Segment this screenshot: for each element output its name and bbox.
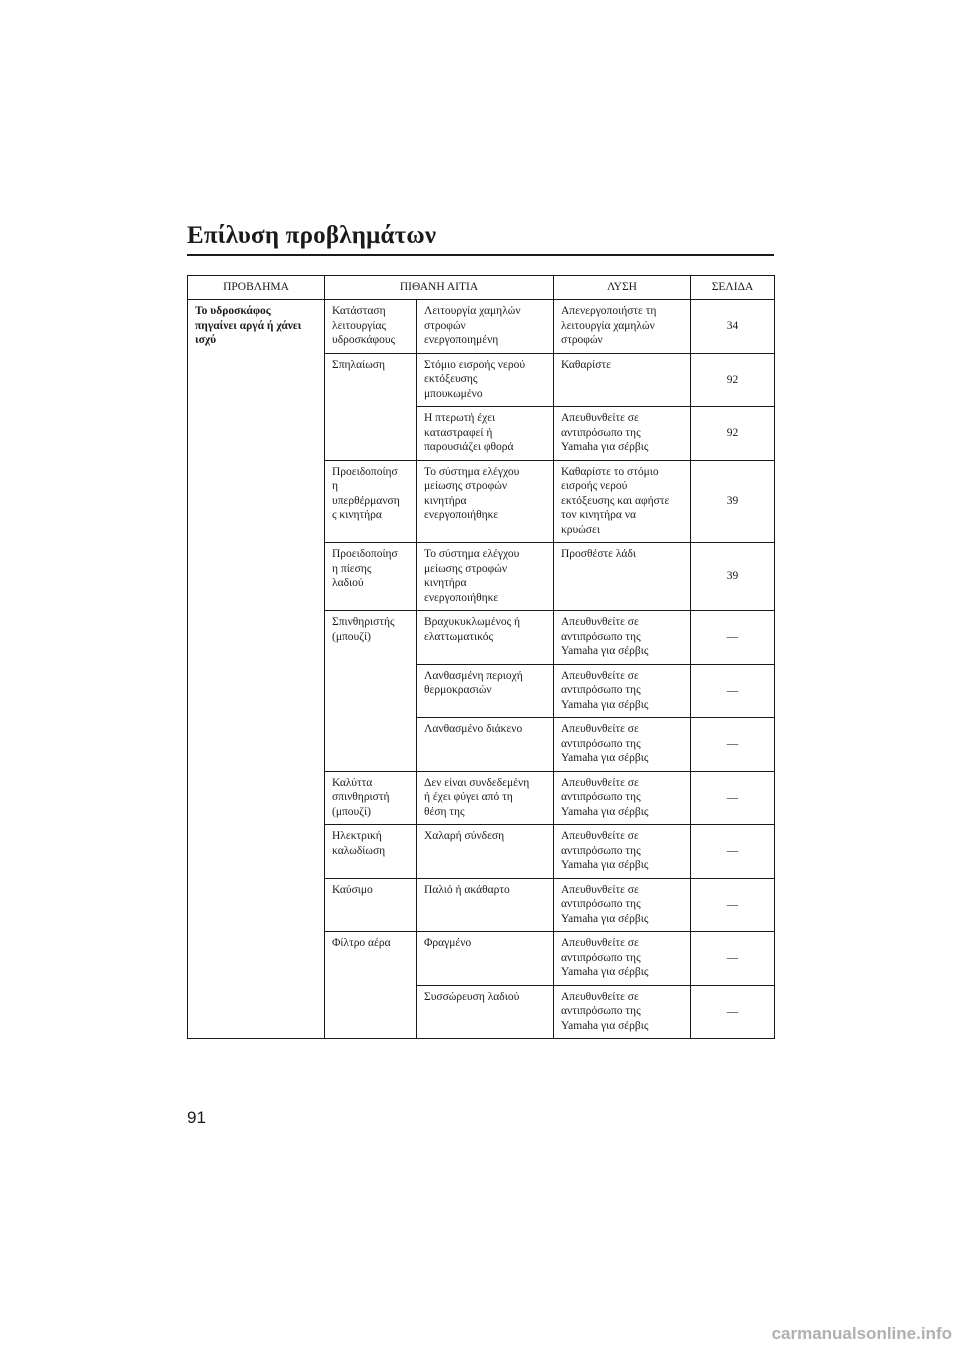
cause-cell: Σπηλαίωση (325, 353, 417, 460)
troubleshooting-table (187, 275, 775, 1039)
cause-cell: Προειδοποίησ η υπερθέρμανση ς κινητήρα (325, 460, 417, 543)
detail-cell: Στόμιο εισροής νερού εκτόξευσης μπουκωμένο (417, 353, 554, 407)
page-title: Επίλυση προβλημάτων (187, 222, 437, 249)
header-problem: ΠΡΟΒΛΗΜΑ (188, 276, 325, 300)
detail-cell: Λανθασμένο διάκενο (417, 718, 554, 772)
solution-cell: Καθαρίστε το στόμιο εισροής νερού εκτόξευσης και αφήστε τον κινητήρα να κρυώσει (554, 460, 691, 543)
page-cell: — (691, 771, 775, 825)
cause-cell: Καλύττα σπινθηριστή (μπουζί) (325, 771, 417, 825)
page-cell: 39 (691, 460, 775, 543)
title-underline (187, 254, 774, 256)
page-number: 91 (187, 1108, 206, 1127)
page-cell: 92 (691, 407, 775, 461)
detail-cell: Η πτερωτή έχει καταστραφεί ή παρουσιάζει φθορά (417, 407, 554, 461)
cause-cell: Καύσιμο (325, 878, 417, 932)
solution-cell: Απευθυνθείτε σε αντιπρόσωπο της Yamaha για σέρβις (554, 718, 691, 772)
watermark: carmanualsonline.info (771, 1324, 952, 1343)
detail-cell: Συσσώρευση λαδιού (417, 985, 554, 1039)
page-cell: — (691, 611, 775, 665)
solution-cell: Καθαρίστε (554, 353, 691, 407)
cause-cell: Κατάσταση λειτουργίας υδροσκάφους (325, 300, 417, 354)
header-solution: ΛΥΣΗ (554, 276, 691, 300)
detail-cell: Παλιό ή ακάθαρτο (417, 878, 554, 932)
detail-cell: Το σύστημα ελέγχου μείωσης στροφών κινητήρα ενεργοποιήθηκε (417, 543, 554, 611)
detail-cell: Λειτουργία χαμηλών στροφών ενεργοποιημένη (417, 300, 554, 354)
solution-cell: Απευθυνθείτε σε αντιπρόσωπο της Yamaha για σέρβις (554, 664, 691, 718)
page-cell: 92 (691, 353, 775, 407)
cause-cell: Ηλεκτρική καλωδίωση (325, 825, 417, 879)
detail-cell: Το σύστημα ελέγχου μείωσης στροφών κινητήρα ενεργοποιήθηκε (417, 460, 554, 543)
solution-cell: Απευθυνθείτε σε αντιπρόσωπο της Yamaha για σέρβις (554, 611, 691, 665)
page-cell: 39 (691, 543, 775, 611)
cause-cell: Σπινθηριστής (μπουζί) (325, 611, 417, 772)
table-row (188, 300, 775, 354)
table-header-row (188, 276, 775, 300)
page-cell: 34 (691, 300, 775, 354)
page-cell: — (691, 718, 775, 772)
page-cell: — (691, 825, 775, 879)
detail-cell: Χαλαρή σύνδεση (417, 825, 554, 879)
solution-cell: Απευθυνθείτε σε αντιπρόσωπο της Yamaha για σέρβις (554, 878, 691, 932)
page-cell: — (691, 878, 775, 932)
solution-cell: Απενεργοποιήστε τη λειτουργία χαμηλών στροφών (554, 300, 691, 354)
solution-cell: Απευθυνθείτε σε αντιπρόσωπο της Yamaha για σέρβις (554, 407, 691, 461)
page-cell: — (691, 664, 775, 718)
page-cell: — (691, 985, 775, 1039)
solution-cell: Απευθυνθείτε σε αντιπρόσωπο της Yamaha για σέρβις (554, 771, 691, 825)
problem-cell (188, 300, 325, 1039)
problem-text: Το υδροσκάφος πηγαίνει αργά ή χάνει ισχύ (195, 305, 302, 346)
page-cell: — (691, 932, 775, 986)
header-page: ΣΕΛΙΔΑ (691, 276, 775, 300)
detail-cell: Λανθασμένη περιοχή θερμοκρασιών (417, 664, 554, 718)
detail-cell: Φραγμένο (417, 932, 554, 986)
cause-cell: Προειδοποίησ η πίεσης λαδιού (325, 543, 417, 611)
detail-cell: Δεν είναι συνδεδεμένη ή έχει φύγει από τη θέση της (417, 771, 554, 825)
solution-cell: Απευθυνθείτε σε αντιπρόσωπο της Yamaha για σέρβις (554, 825, 691, 879)
detail-cell: Βραχυκυκλωμένος ή ελαττωματικός (417, 611, 554, 665)
header-cause: ΠΙΘΑΝΗ ΑΙΤΙΑ (325, 276, 554, 300)
solution-cell: Απευθυνθείτε σε αντιπρόσωπο της Yamaha για σέρβις (554, 985, 691, 1039)
solution-cell: Απευθυνθείτε σε αντιπρόσωπο της Yamaha για σέρβις (554, 932, 691, 986)
cause-cell: Φίλτρο αέρα (325, 932, 417, 1039)
solution-cell: Προσθέστε λάδι (554, 543, 691, 611)
